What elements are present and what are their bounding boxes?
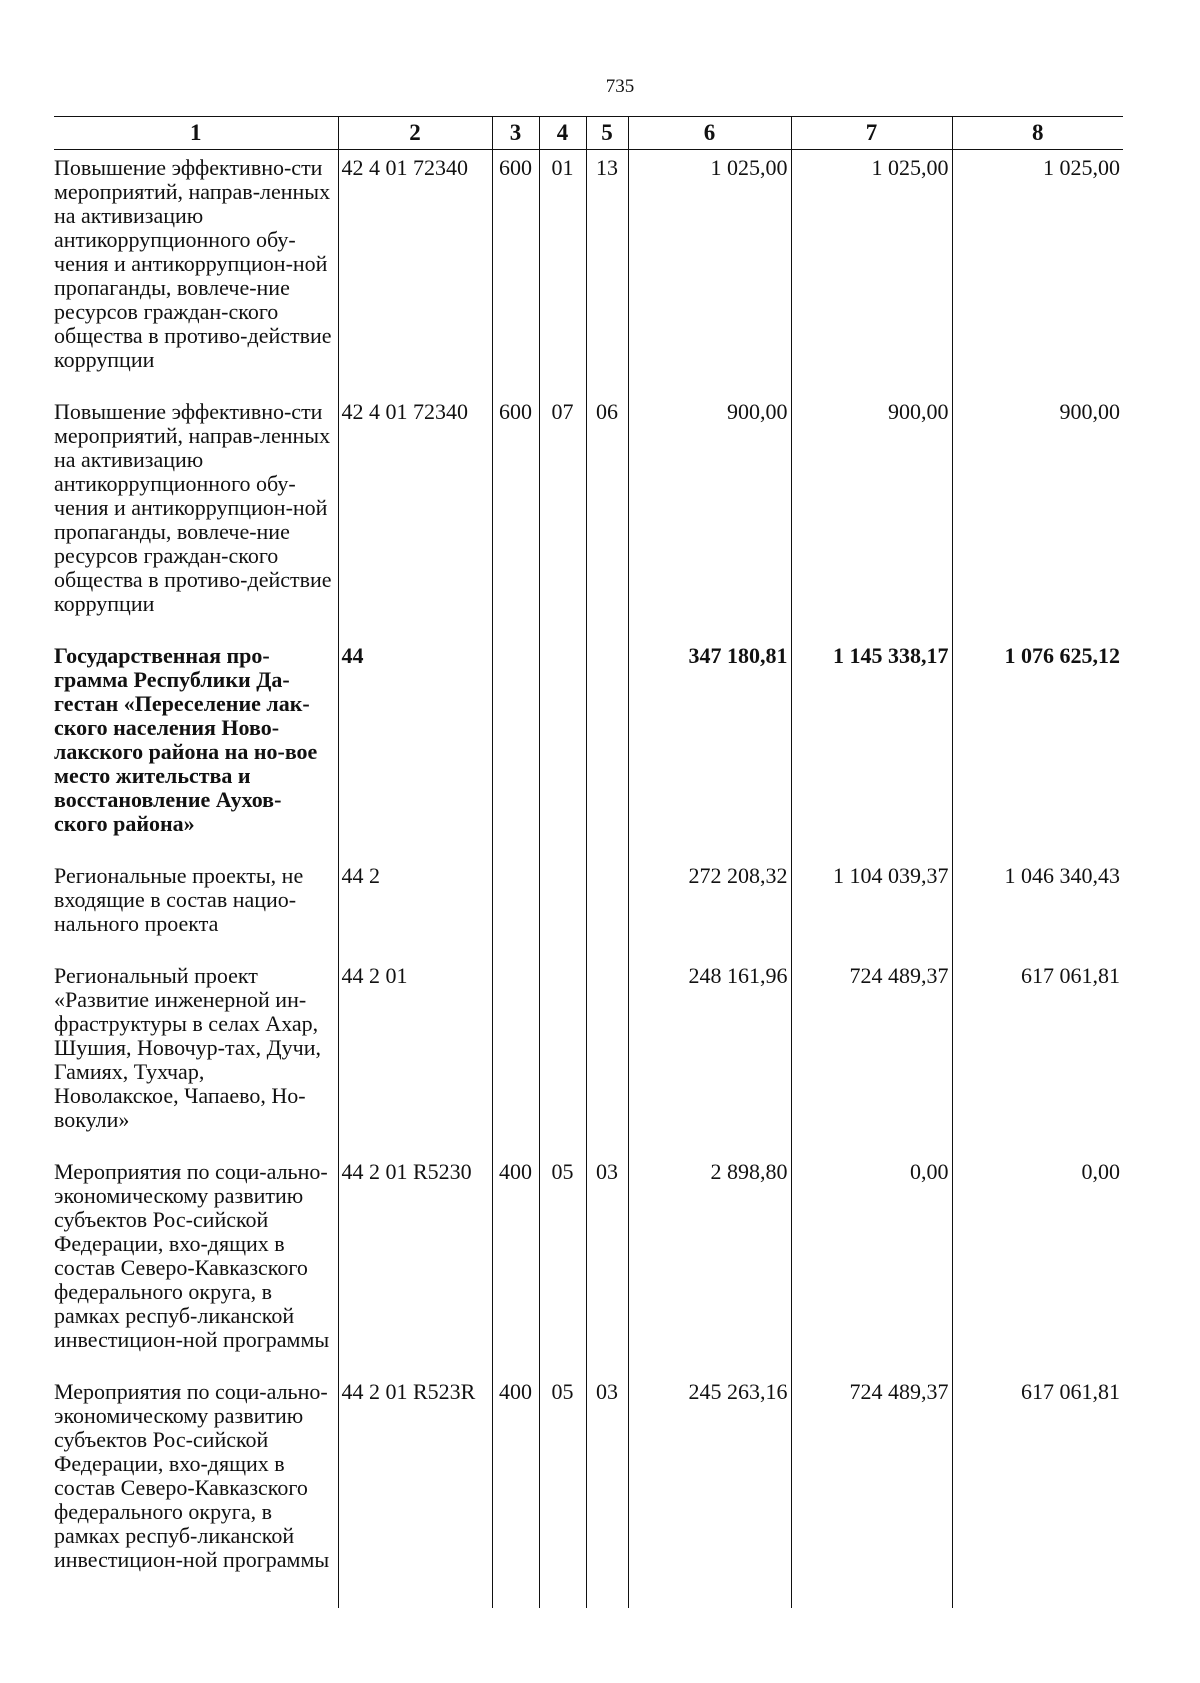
row-value6-cell: 248 161,96 [628, 958, 791, 1154]
row-name-cell: Государственная про-грамма Республики Да-гестан «Переселение лак-ского населения Ново-лакского района на но-вое место жительства и восстановление Аухов-ского района» [54, 643, 318, 836]
table-header [54, 117, 1123, 150]
column-header-2: 2 [338, 117, 492, 150]
column-header-5: 5 [586, 117, 628, 150]
row-col5-cell [586, 958, 628, 1154]
table-row [54, 958, 1123, 1154]
row-code-cell: 44 2 01 [338, 958, 492, 1154]
header-row [54, 117, 1123, 150]
table-row [54, 394, 1123, 638]
row-name-cell: Повышение эффективно-сти мероприятий, направ-ленных на активизацию антикоррупционного обу-чения и антикоррупцион-ной пропаганды, вовлече-ние ресурсов граждан-ского общества в противо-действие коррупции [54, 399, 332, 616]
column-header-8: 8 [952, 117, 1123, 150]
row-col5-cell: 03 [586, 1374, 628, 1608]
row-value8-cell: 0,00 [952, 1154, 1123, 1374]
row-value8-cell: 617 061,81 [952, 1374, 1123, 1608]
row-col3-cell [492, 958, 539, 1154]
row-col4-cell: 01 [539, 150, 586, 395]
column-header-3: 3 [492, 117, 539, 150]
row-col3-cell [492, 858, 539, 958]
row-name-cell: Региональный проект «Развитие инженерной ин-фраструктуры в селах Ахар, Шушия, Новочур-тах, Дучи, Гамиях, Тухчар, Новолакское, Чапаево, Но-вокули» [54, 963, 321, 1132]
row-col5-cell: 13 [586, 150, 628, 395]
row-name-cell: Повышение эффективно-сти мероприятий, направ-ленных на активизацию антикоррупционного обу-чения и антикоррупцион-ной пропаганды, вовлече-ние ресурсов граждан-ского общества в противо-действие коррупции [54, 155, 332, 372]
row-col4-cell [539, 638, 586, 858]
row-code-cell: 42 4 01 72340 [338, 150, 492, 395]
row-col3-cell [492, 638, 539, 858]
row-code-cell: 44 2 01 R523R [338, 1374, 492, 1608]
row-col4-cell: 07 [539, 394, 586, 638]
row-value8-cell: 617 061,81 [952, 958, 1123, 1154]
row-value6-cell: 245 263,16 [628, 1374, 791, 1608]
row-value7-cell: 724 489,37 [791, 958, 952, 1154]
row-col4-cell: 05 [539, 1154, 586, 1374]
row-value7-cell: 1 025,00 [791, 150, 952, 395]
column-header-7: 7 [791, 117, 952, 150]
row-name-cell: Мероприятия по соци-ально-экономическому развитию субъектов Рос-сийской Федерации, вхо-дящих в состав Северо-Кавказского федерального округа, в рамках респуб-ликанской инвестицион-ной программы [54, 1379, 330, 1572]
row-col5-cell [586, 858, 628, 958]
row-code-cell: 44 2 [338, 858, 492, 958]
row-value7-cell: 900,00 [791, 394, 952, 638]
row-col3-cell: 400 [492, 1154, 539, 1374]
row-value7-cell: 1 145 338,17 [791, 638, 952, 858]
row-col4-cell [539, 858, 586, 958]
row-value8-cell: 1 025,00 [952, 150, 1123, 395]
row-value7-cell: 1 104 039,37 [791, 858, 952, 958]
page-number: 735 [605, 76, 635, 97]
column-header-6: 6 [628, 117, 791, 150]
row-value8-cell: 1 046 340,43 [952, 858, 1123, 958]
table-body [54, 150, 1123, 1609]
table-row [54, 638, 1123, 858]
row-col5-cell [586, 638, 628, 858]
row-value7-cell: 724 489,37 [791, 1374, 952, 1608]
column-header-1: 1 [54, 117, 338, 150]
row-code-cell: 44 2 01 R5230 [338, 1154, 492, 1374]
row-col3-cell: 400 [492, 1374, 539, 1608]
row-value6-cell: 272 208,32 [628, 858, 791, 958]
table-row [54, 858, 1123, 958]
row-col4-cell: 05 [539, 1374, 586, 1608]
row-name-cell: Региональные проекты, не входящие в состав нацио-нального проекта [54, 863, 304, 936]
table-row [54, 1154, 1123, 1374]
row-value6-cell: 347 180,81 [628, 638, 791, 858]
budget-table [54, 116, 1123, 1608]
row-value6-cell: 2 898,80 [628, 1154, 791, 1374]
table-row [54, 150, 1123, 395]
row-value8-cell: 900,00 [952, 394, 1123, 638]
row-value6-cell: 1 025,00 [628, 150, 791, 395]
row-code-cell: 44 [338, 638, 492, 858]
budget-table-wrapper [54, 116, 1123, 1608]
row-value8-cell: 1 076 625,12 [952, 638, 1123, 858]
row-col5-cell: 03 [586, 1154, 628, 1374]
row-value6-cell: 900,00 [628, 394, 791, 638]
row-name-cell: Мероприятия по соци-ально-экономическому развитию субъектов Рос-сийской Федерации, вхо-дящих в состав Северо-Кавказского федерального округа, в рамках респуб-ликанской инвестицион-ной программы [54, 1159, 330, 1352]
row-col3-cell: 600 [492, 150, 539, 395]
table-row [54, 1374, 1123, 1608]
row-value7-cell: 0,00 [791, 1154, 952, 1374]
row-col5-cell: 06 [586, 394, 628, 638]
row-code-cell: 42 4 01 72340 [338, 394, 492, 638]
row-col3-cell: 600 [492, 394, 539, 638]
column-header-4: 4 [539, 117, 586, 150]
row-col4-cell [539, 958, 586, 1154]
